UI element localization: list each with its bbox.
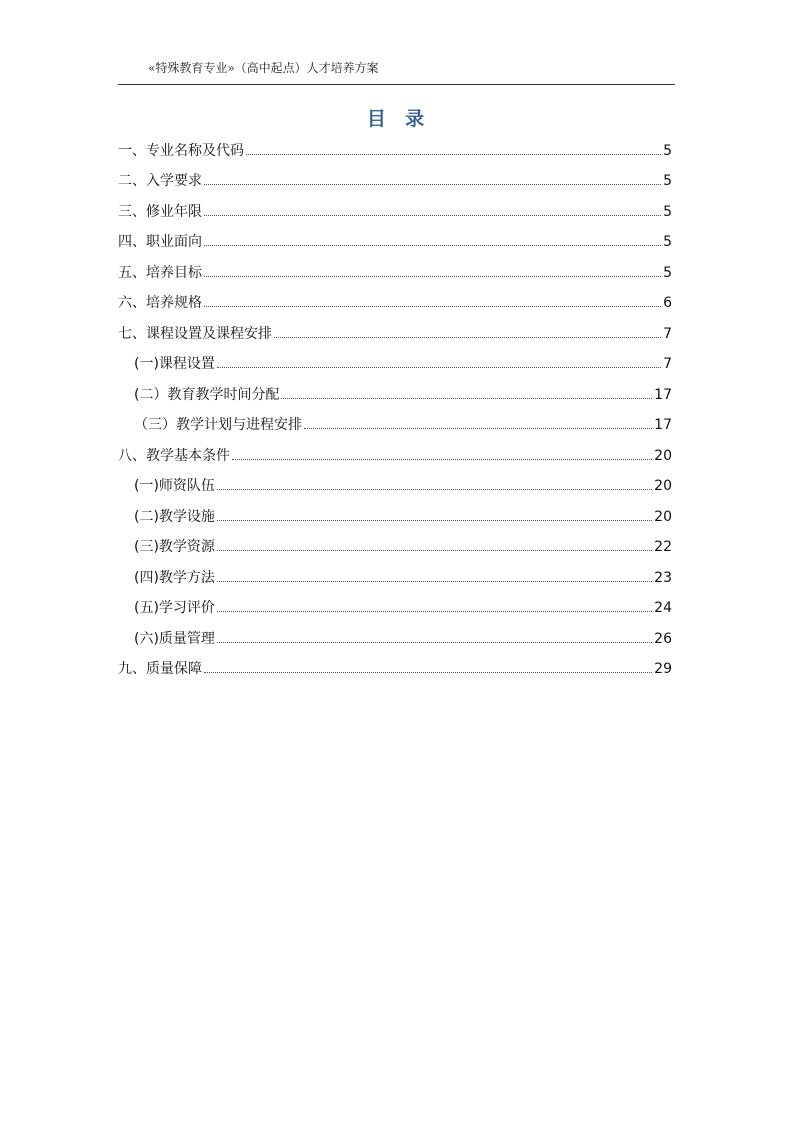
toc-entry-label: 八、教学基本条件 bbox=[118, 448, 230, 464]
toc-entry-page: 6 bbox=[663, 295, 672, 311]
dot-leader bbox=[232, 459, 652, 460]
dot-leader bbox=[217, 550, 652, 551]
toc-entry-1[interactable] bbox=[118, 137, 672, 165]
dot-leader bbox=[246, 154, 661, 155]
toc-entry-page: 20 bbox=[654, 509, 672, 525]
dot-leader bbox=[204, 306, 661, 307]
toc-entry-label: 二、入学要求 bbox=[118, 173, 202, 189]
toc-entry-8-4[interactable] bbox=[134, 564, 672, 592]
toc-entry-7-2[interactable] bbox=[134, 381, 672, 409]
toc-entry-2[interactable] bbox=[118, 167, 672, 195]
toc-entry-label: (三)教学资源 bbox=[134, 539, 215, 555]
dot-leader bbox=[304, 428, 652, 429]
toc-entry-label: (六)质量管理 bbox=[134, 631, 215, 647]
toc-entry-page: 5 bbox=[663, 143, 672, 159]
toc-entry-7-1[interactable] bbox=[134, 350, 672, 378]
toc-entry-8[interactable] bbox=[118, 442, 672, 470]
toc-entry-page: 5 bbox=[663, 265, 672, 281]
toc-title: 目 录 bbox=[366, 108, 427, 130]
toc-entry-label: (二）教育教学时间分配 bbox=[134, 387, 280, 403]
running-header: «特殊教育专业»（高中起点）人才培养方案 bbox=[148, 61, 379, 75]
toc-entry-page: 5 bbox=[663, 204, 672, 220]
dot-leader bbox=[217, 642, 652, 643]
dot-leader bbox=[217, 581, 652, 582]
toc-entry-label: （三）教学计划与进程安排 bbox=[134, 417, 302, 433]
dot-leader bbox=[217, 489, 652, 490]
toc-entry-page: 22 bbox=[654, 539, 672, 555]
toc-entry-label: (一)师资队伍 bbox=[134, 478, 215, 494]
toc-entry-page: 29 bbox=[654, 661, 672, 677]
toc-entry-label: 一、专业名称及代码 bbox=[118, 143, 244, 159]
toc-entry-page: 7 bbox=[663, 326, 672, 342]
toc-entry-6[interactable] bbox=[118, 289, 672, 317]
toc-entry-8-5[interactable] bbox=[134, 594, 672, 622]
toc-entry-page: 24 bbox=[654, 600, 672, 616]
toc-entry-label: 三、修业年限 bbox=[118, 204, 202, 220]
toc-entry-label: 四、职业面向 bbox=[118, 234, 202, 250]
toc-entry-label: (四)教学方法 bbox=[134, 570, 215, 586]
toc-entry-page: 17 bbox=[654, 417, 672, 433]
toc-entry-page: 23 bbox=[654, 570, 672, 586]
toc-entry-page: 5 bbox=[663, 173, 672, 189]
toc-entry-7[interactable] bbox=[118, 320, 672, 348]
toc-entry-8-3[interactable] bbox=[134, 533, 672, 561]
toc-entry-page: 7 bbox=[663, 356, 672, 372]
toc-entry-page: 26 bbox=[654, 631, 672, 647]
toc-entry-5[interactable] bbox=[118, 259, 672, 287]
toc-entry-page: 17 bbox=[654, 387, 672, 403]
dot-leader bbox=[204, 672, 652, 673]
dot-leader bbox=[204, 184, 661, 185]
toc-entry-8-2[interactable] bbox=[134, 503, 672, 531]
toc-entry-label: (一)课程设置 bbox=[134, 356, 215, 372]
toc-entry-page: 20 bbox=[654, 448, 672, 464]
header-divider bbox=[118, 84, 675, 85]
dot-leader bbox=[204, 245, 661, 246]
toc-entry-page: 20 bbox=[654, 478, 672, 494]
toc-entry-4[interactable] bbox=[118, 228, 672, 256]
toc-entry-3[interactable] bbox=[118, 198, 672, 226]
dot-leader bbox=[281, 398, 652, 399]
toc-entry-label: (五)学习评价 bbox=[134, 600, 215, 616]
dot-leader bbox=[204, 276, 661, 277]
toc-entry-label: (二)教学设施 bbox=[134, 509, 215, 525]
dot-leader bbox=[204, 215, 661, 216]
toc-entry-label: 七、课程设置及课程安排 bbox=[118, 326, 272, 342]
toc-entry-9[interactable] bbox=[118, 655, 672, 683]
dot-leader bbox=[217, 367, 661, 368]
toc-entry-8-1[interactable] bbox=[134, 472, 672, 500]
toc-entry-page: 5 bbox=[663, 234, 672, 250]
dot-leader bbox=[217, 520, 652, 521]
toc-entry-label: 九、质量保障 bbox=[118, 661, 202, 677]
toc-entry-label: 六、培养规格 bbox=[118, 295, 202, 311]
toc-entry-label: 五、培养目标 bbox=[118, 265, 202, 281]
toc-entry-7-3[interactable] bbox=[134, 411, 672, 439]
dot-leader bbox=[217, 611, 652, 612]
dot-leader bbox=[274, 337, 661, 338]
toc-entry-8-6[interactable] bbox=[134, 625, 672, 653]
